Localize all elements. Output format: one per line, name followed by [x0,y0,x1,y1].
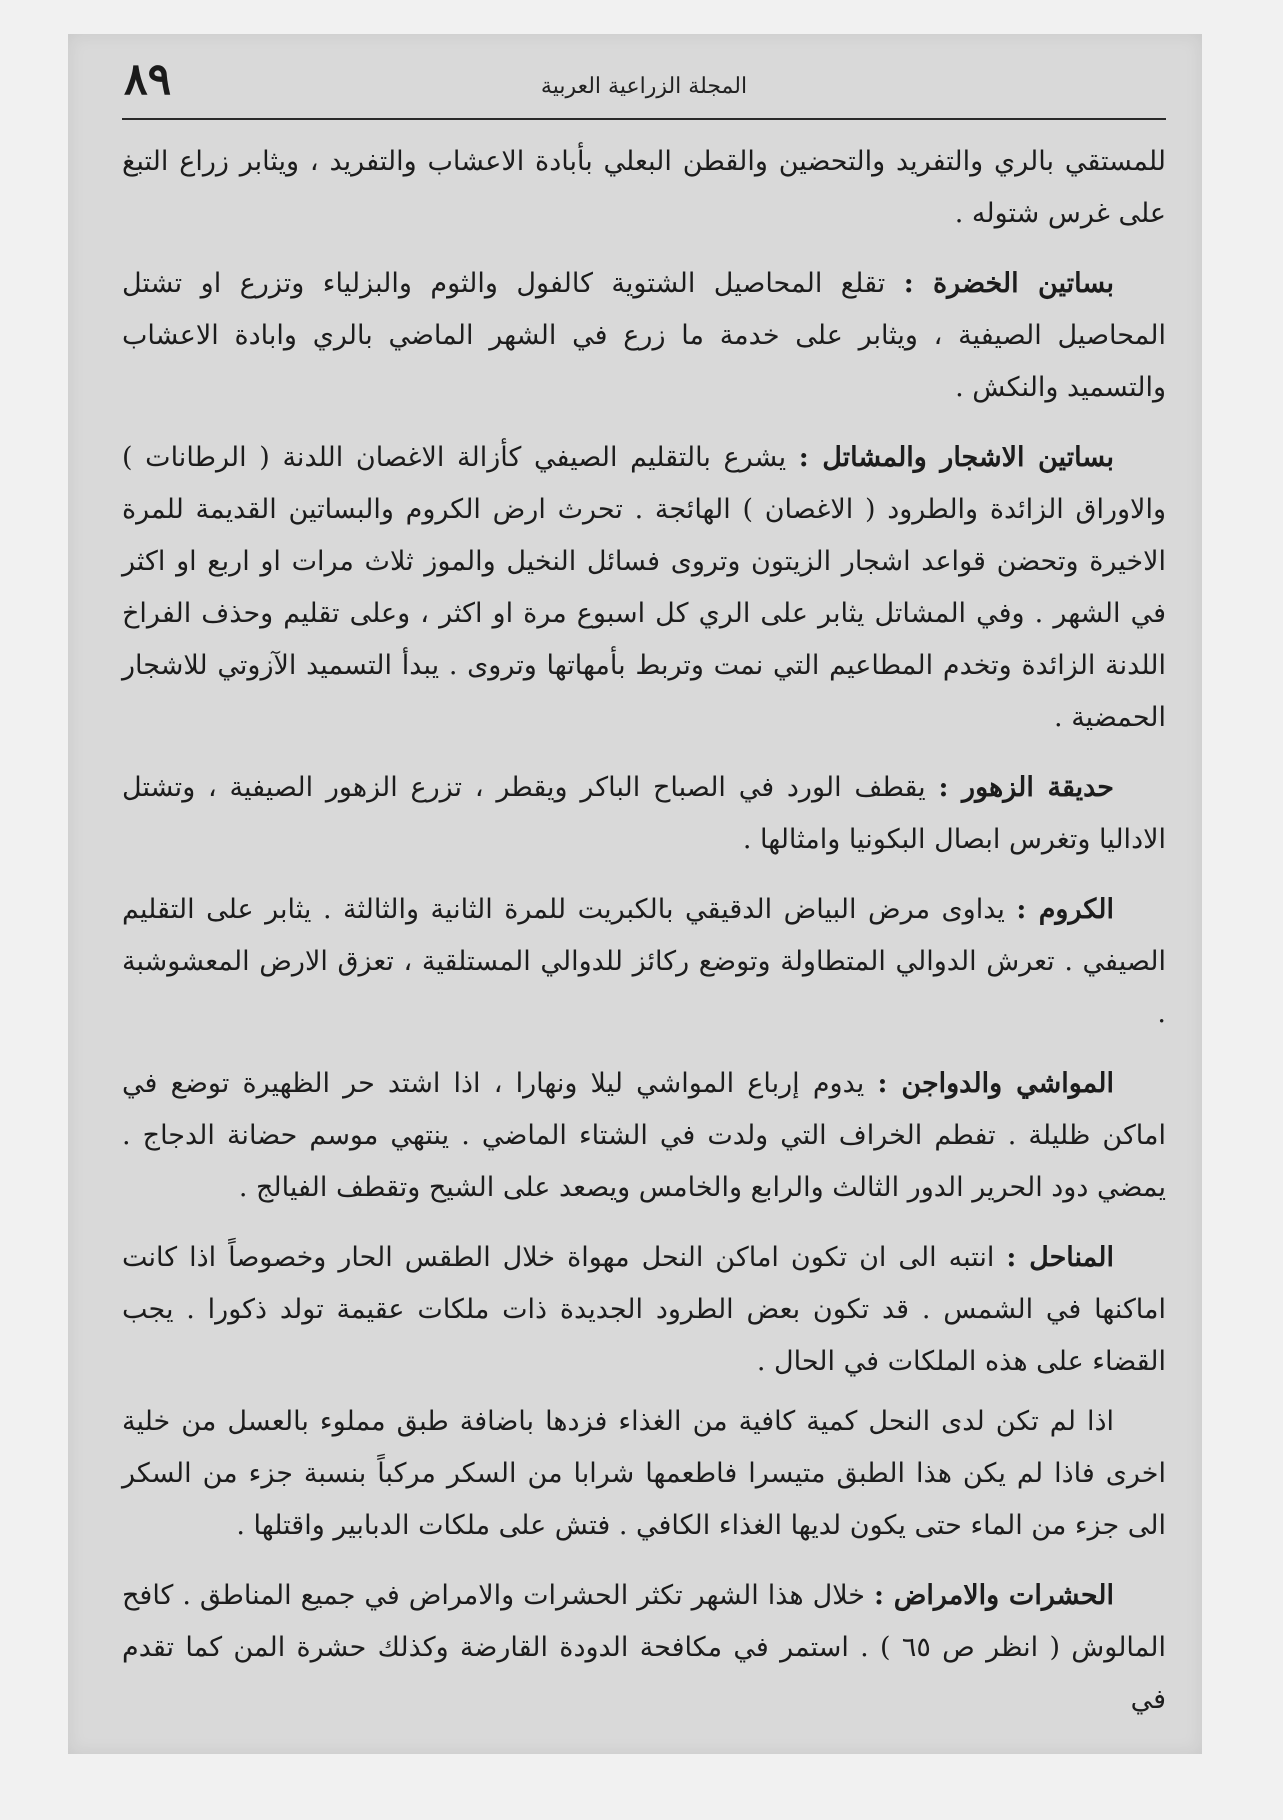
paragraph-apiaries [122,1232,1166,1388]
page-number: ٨٩ [124,54,172,105]
book-page [68,34,1202,1754]
paragraph-bee-feeding [122,1396,1166,1552]
paragraph-insects-diseases [122,1570,1166,1726]
journal-title: المجلة الزراعية العربية [540,74,748,99]
paragraph-text: انتبه الى ان تكون اماكن النحل مهواة خلال الطقس الحار وخصوصاً اذا كانت اماكنها في الشمس . قد تكون بعض الطرود الجديدة ذات ملكات عقيمة تولد ذكورا . يجب القضاء على هذه الملكات في الحال . [122,1242,1166,1377]
paragraph-text: للمستقي بالري والتفريد والتحضين والقطن البعلي بأبادة الاعشاب والتفريد ، ويثابر زراع التبغ على غرس شتوله . [122,146,1166,229]
paragraph-vineyards [122,884,1166,1040]
paragraph-flower-garden [122,762,1166,866]
section-heading: بساتين الاشجار والمشاتل : [798,442,1115,473]
paragraph-text: يقطف الورد في الصباح الباكر ويقطر ، تزرع الزهور الصيفية ، وتشتل الاداليا وتغرس ابصال البكونيا وامثالها . [122,772,1166,855]
paragraph-orchards-nurseries [122,432,1166,744]
article-body [122,136,1166,1744]
paragraph-text: خلال هذا الشهر تكثر الحشرات والامراض في جميع المناطق . كافح المالوش ( انظر ص ٦٥ ) . استمر في مكافحة الدودة القارضة وكذلك حشرة المن كما تقدم في [122,1580,1166,1715]
paragraph-livestock-poultry [122,1058,1166,1214]
paragraph-text: يشرع بالتقليم الصيفي كأزالة الاغصان اللدنة ( الرطانات ) والاوراق الزائدة والطرود ( الاغصان ) الهائجة . تحرث ارض الكروم والبساتين القديمة للمرة الاخيرة وتحضن قواعد اشجار الزيتون وتروى فسائل النخيل والموز ثلاث مرات او اربع او اكثر في الشهر . وفي المشاتل يثابر على الري كل اسبوع مرة او اكثر ، وعلى تقليم وحذف الفراخ اللدنة الزائدة وتخدم المطاعيم التي نمت وتربط بأمهاتها وتروى . يبدأ التسميد الآزوتي للاشجار الحمضية . [122,442,1166,733]
section-heading: المواشي والدواجن : [877,1068,1115,1099]
paragraph-vegetable-gardens [122,258,1166,414]
section-heading: بساتين الخضرة : [903,268,1114,299]
page-header [122,52,1166,120]
section-heading: الكروم : [1016,894,1114,925]
paragraph-text: اذا لم تكن لدى النحل كمية كافية من الغذاء فزدها باضافة طبق مملوء بالعسل من خلية اخرى فاذا لم يكن هذا الطبق متيسرا فاطعمها شرابا من السكر مركباً بنسبة جزء من السكر الى جزء من الماء حتى يكون لديها الغذاء الكافي . فتش على ملكات الدبابير واقتلها . [122,1406,1166,1541]
paragraph-text: يداوى مرض البياض الدقيقي بالكبريت للمرة الثانية والثالثة . يثابر على التقليم الصيفي . تعرش الدوالي المتطاولة وتوضع ركائز للدوالي المستلقية ، تعزق الارض المعشوشبة . [122,894,1166,1029]
paragraph-text: يدوم إرباع المواشي ليلا ونهارا ، اذا اشتد حر الظهيرة توضع في اماكن ظليلة . تفطم الخراف التي ولدت في الشتاء الماضي . ينتهي موسم حضانة الدجاج . يمضي دود الحرير الدور الثالث والرابع والخامس ويصعد على الشيح وتقطف الفيالج . [122,1068,1166,1203]
section-heading: الحشرات والامراض : [873,1580,1114,1611]
section-heading: المناحل : [1006,1242,1114,1273]
paragraph-text: تقلع المحاصيل الشتوية كالفول والثوم والبزلياء وتزرع او تشتل المحاصيل الصيفية ، ويثابر على خدمة ما زرع في الشهر الماضي بالري وابادة الاعشاب والتسميد والنكش . [122,268,1166,403]
paragraph-intro [122,136,1166,240]
section-heading: حديقة الزهور : [938,772,1114,803]
